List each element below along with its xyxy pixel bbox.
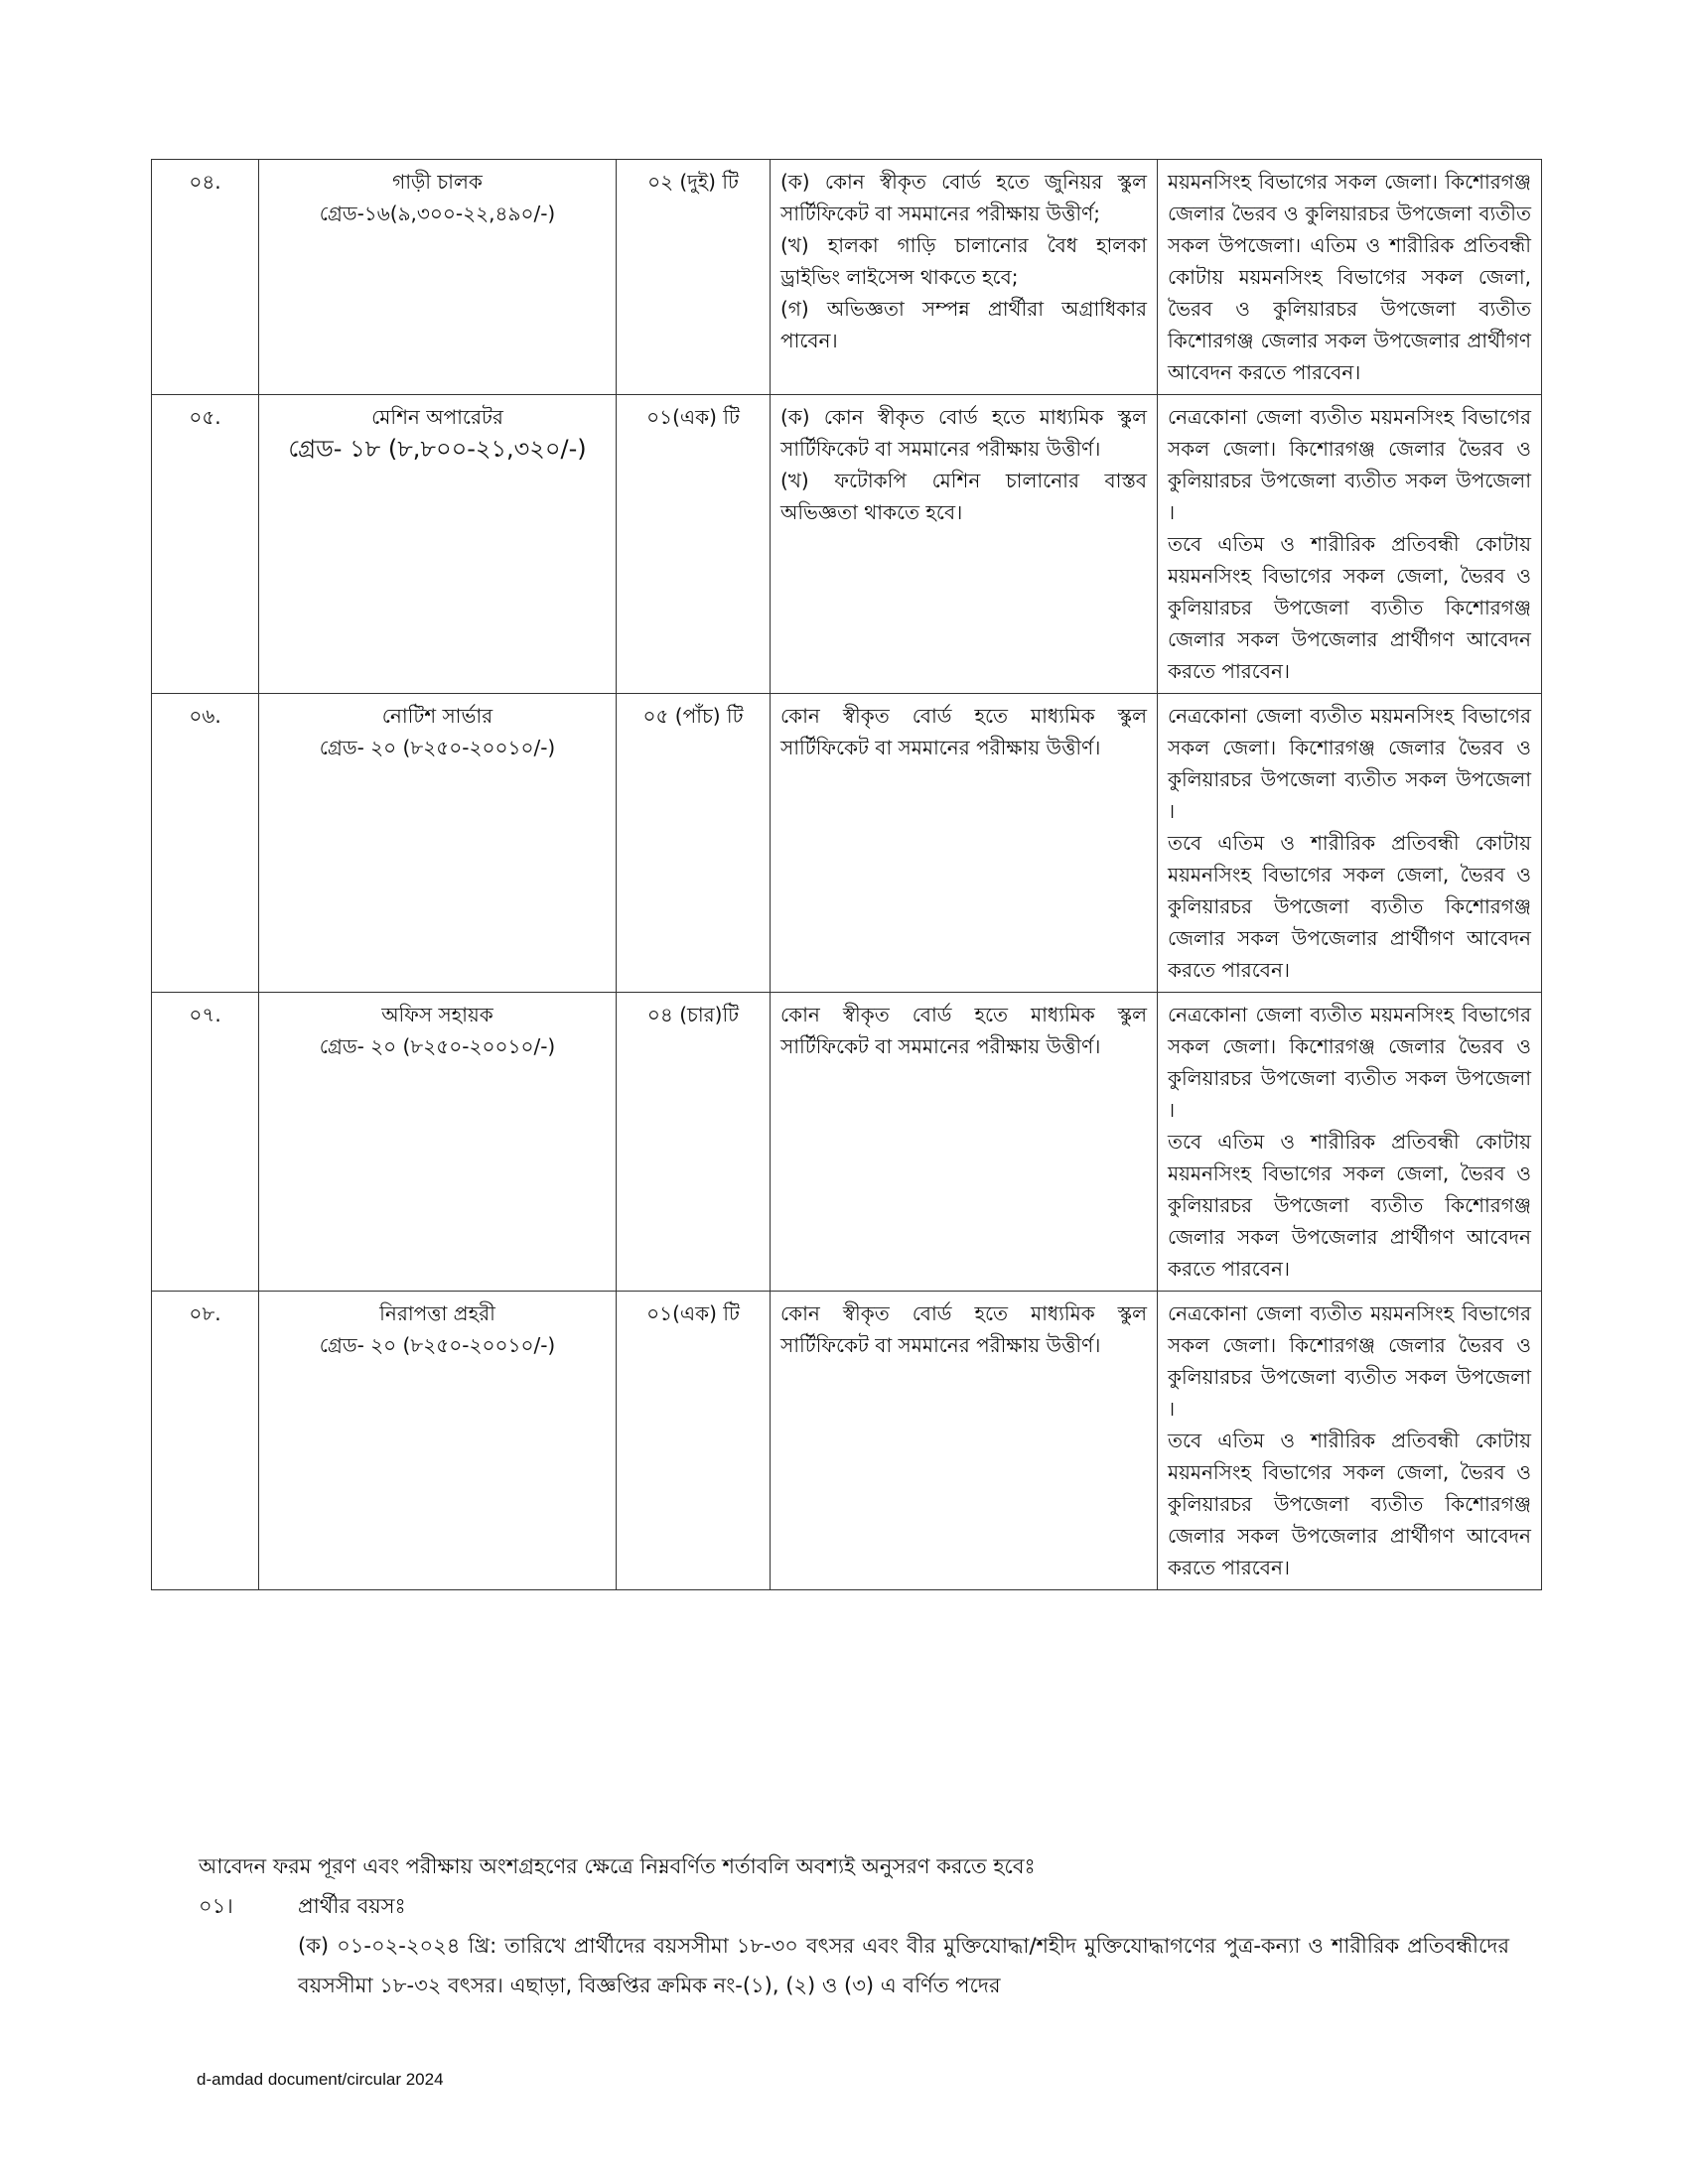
eligibility-paragraph: নেত্রকোনা জেলা ব্যতীত ময়মনসিংহ বিভাগের সকল জেলা। কিশোরগঞ্জ জেলার ভৈরব ও কুলিয়ারচর উপজেলা ব্যতীত সকল উপজেলা ।: [1168, 704, 1531, 823]
post-count: ০২ (দুই) টি: [647, 170, 739, 194]
post-count: ০১(এক) টি: [646, 405, 740, 429]
eligibility-cell: [1158, 160, 1542, 395]
post-cell: [259, 694, 617, 993]
post-count: ০৪ (চার)টি: [646, 1003, 740, 1026]
eligibility-cell: [1158, 395, 1542, 694]
post-count: ০৫ (পাঁচ) টি: [642, 704, 744, 728]
eligibility-paragraph: তবে এতিম ও শারীরিক প্রতিবন্ধী কোটায় ময়মনসিংহ বিভাগের সকল জেলা, ভৈরব ও কুলিয়ারচর উপজেলা ব্যতীত কিশোরগঞ্জ জেলার সকল উপজেলার প্রার্থীগণ আবেদন করতে পারবেন।: [1168, 1130, 1531, 1281]
serial-number: ০৫.: [189, 405, 221, 429]
post-grade: গ্রেড-১৬(৯,৩০০-২২,৪৯০/-): [319, 202, 556, 225]
post-name: নিরাপত্তা প্রহরী: [379, 1301, 495, 1325]
qualification-item: (গ) অভিজ্ঞতা সম্পন্ন প্রার্থীরা অগ্রাধিকার পাবেন।: [780, 297, 1147, 352]
post-cell: [259, 395, 617, 694]
qualification-cell: [771, 160, 1158, 395]
qualification-item: (ক) কোন স্বীকৃত বোর্ড হতে মাধ্যমিক স্কুল সার্টিফিকেট বা সমমানের পরীক্ষায় উত্তীর্ণ।: [780, 405, 1147, 461]
post-name: গাড়ী চালক: [392, 170, 483, 194]
condition-item: [199, 1886, 1509, 1926]
eligibility-paragraph: তবে এতিম ও শারীরিক প্রতিবন্ধী কোটায় ময়মনসিংহ বিভাগের সকল জেলা, ভৈরব ও কুলিয়ারচর উপজেলা ব্যতীত কিশোরগঞ্জ জেলার সকল উপজেলার প্রার্থীগণ আবেদন করতে পারবেন।: [1168, 532, 1531, 683]
qualification-cell: [771, 395, 1158, 694]
post-table: [151, 159, 1542, 1590]
eligibility-cell: [1158, 694, 1542, 993]
serial-number: ০৪.: [189, 170, 221, 194]
serial-cell: [152, 1292, 259, 1590]
post-cell: [259, 160, 617, 395]
post-cell: [259, 993, 617, 1292]
post-count: ০১(এক) টি: [646, 1301, 740, 1325]
eligibility-paragraph: তবে এতিম ও শারীরিক প্রতিবন্ধী কোটায় ময়মনসিংহ বিভাগের সকল জেলা, ভৈরব ও কুলিয়ারচর উপজেলা ব্যতীত কিশোরগঞ্জ জেলার সকল উপজেলার প্রার্থীগণ আবেদন করতে পারবেন।: [1168, 831, 1531, 982]
qualification-cell: [771, 993, 1158, 1292]
serial-cell: [152, 694, 259, 993]
table-row: [152, 160, 1542, 395]
count-cell: [617, 1292, 771, 1590]
conditions-intro: আবেদন ফরম পূরণ এবং পরীক্ষায় অংশগ্রহণের ক্ষেত্রে নিম্নবর্ণিত শর্তাবলি অবশ্যই অনুসরণ করতে হবেঃ: [199, 1854, 1036, 1878]
qualification-item: (ক) কোন স্বীকৃত বোর্ড হতে জুনিয়র স্কুল সার্টিফিকেট বা সমমানের পরীক্ষায় উত্তীর্ণ;: [780, 170, 1147, 225]
qualification-item: কোন স্বীকৃত বোর্ড হতে মাধ্যমিক স্কুল সার্টিফিকেট বা সমমানের পরীক্ষায় উত্তীর্ণ।: [780, 1301, 1147, 1357]
eligibility-paragraph: নেত্রকোনা জেলা ব্যতীত ময়মনসিংহ বিভাগের সকল জেলা। কিশোরগঞ্জ জেলার ভৈরব ও কুলিয়ারচর উপজেলা ব্যতীত সকল উপজেলা ।: [1168, 1301, 1531, 1421]
serial-number: ০৮.: [189, 1301, 221, 1325]
table-row: [152, 993, 1542, 1292]
condition-heading: প্রার্থীর বয়সঃ: [298, 1894, 406, 1918]
count-cell: [617, 395, 771, 694]
count-cell: [617, 993, 771, 1292]
eligibility-paragraph: নেত্রকোনা জেলা ব্যতীত ময়মনসিংহ বিভাগের সকল জেলা। কিশোরগঞ্জ জেলার ভৈরব ও কুলিয়ারচর উপজেলা ব্যতীত সকল উপজেলা ।: [1168, 405, 1531, 524]
table-row: [152, 694, 1542, 993]
qualification-item: (খ) হালকা গাড়ি চালানোর বৈধ হালকা ড্রাইভিং লাইসেন্স থাকতে হবে;: [780, 233, 1147, 289]
eligibility-paragraph: ময়মনসিংহ বিভাগের সকল জেলা। কিশোরগঞ্জ জেলার ভৈরব ও কুলিয়ারচর উপজেলা ব্যতীত সকল উপজেলা। এতিম ও শারীরিক প্রতিবন্ধী কোটায় ময়মনসিংহ বিভাগের সকল জেলা, ভৈরব ও কুলিয়ারচর উপজেলা ব্যতীত কিশোরগঞ্জ জেলার সকল উপজেলার প্রার্থীগণ আবেদন করতে পারবেন।: [1168, 170, 1531, 384]
post-name: অফিস সহায়ক: [381, 1003, 493, 1026]
post-grade: গ্রেড- ২০ (৮২৫০-২০০১০/-): [319, 736, 556, 759]
count-cell: [617, 694, 771, 993]
serial-cell: [152, 993, 259, 1292]
eligibility-paragraph: নেত্রকোনা জেলা ব্যতীত ময়মনসিংহ বিভাগের সকল জেলা। কিশোরগঞ্জ জেলার ভৈরব ও কুলিয়ারচর উপজেলা ব্যতীত সকল উপজেলা ।: [1168, 1003, 1531, 1122]
post-name: নোটিশ সার্ভার: [381, 704, 493, 728]
conditions-section: [199, 1846, 1509, 2005]
eligibility-cell: [1158, 993, 1542, 1292]
qualification-item: কোন স্বীকৃত বোর্ড হতে মাধ্যমিক স্কুল সার্টিফিকেট বা সমমানের পরীক্ষায় উত্তীর্ণ।: [780, 704, 1147, 759]
post-grade: গ্রেড- ১৮ (৮,৮০০-২১,৩২০/-): [288, 435, 587, 463]
eligibility-paragraph: তবে এতিম ও শারীরিক প্রতিবন্ধী কোটায় ময়মনসিংহ বিভাগের সকল জেলা, ভৈরব ও কুলিয়ারচর উপজেলা ব্যতীত কিশোরগঞ্জ জেলার সকল উপজেলার প্রার্থীগণ আবেদন করতে পারবেন।: [1168, 1429, 1531, 1579]
table-row: [152, 395, 1542, 694]
serial-cell: [152, 160, 259, 395]
condition-number: ০১।: [199, 1894, 233, 1918]
eligibility-cell: [1158, 1292, 1542, 1590]
post-grade: গ্রেড- ২০ (৮২৫০-২০০১০/-): [319, 1333, 556, 1357]
qualification-item: (খ) ফটোকপি মেশিন চালানোর বাস্তব অভিজ্ঞতা থাকতে হবে।: [780, 469, 1147, 524]
post-name: মেশিন অপারেটর: [371, 405, 503, 429]
serial-cell: [152, 395, 259, 694]
serial-number: ০৭.: [189, 1003, 221, 1026]
condition-text: (ক) ০১-০২-২০২৪ খ্রি: তারিখে প্রার্থীদের বয়সসীমা ১৮-৩০ বৎসর এবং বীর মুক্তিযোদ্ধা/শহীদ মুক্তিযোদ্ধাগণের পুত্র-কন্যা ও শারীরিক প্রতিবন্ধীদের বয়সসীমা ১৮-৩২ বৎসর। এছাড়া, বিজ্ঞপ্তির ক্রমিক নং-(১), (২) ও (৩) এ বর্ণিত পদের: [298, 1934, 1509, 1997]
qualification-cell: [771, 1292, 1158, 1590]
post-cell: [259, 1292, 617, 1590]
page-footer: d-amdad document/circular 2024: [197, 2070, 444, 2089]
table-row: [152, 1292, 1542, 1590]
count-cell: [617, 160, 771, 395]
serial-number: ০৬.: [189, 704, 221, 728]
table-body: [152, 160, 1542, 1590]
qualification-cell: [771, 694, 1158, 993]
qualification-item: কোন স্বীকৃত বোর্ড হতে মাধ্যমিক স্কুল সার্টিফিকেট বা সমমানের পরীক্ষায় উত্তীর্ণ।: [780, 1003, 1147, 1058]
post-grade: গ্রেড- ২০ (৮২৫০-২০০১০/-): [319, 1034, 556, 1058]
